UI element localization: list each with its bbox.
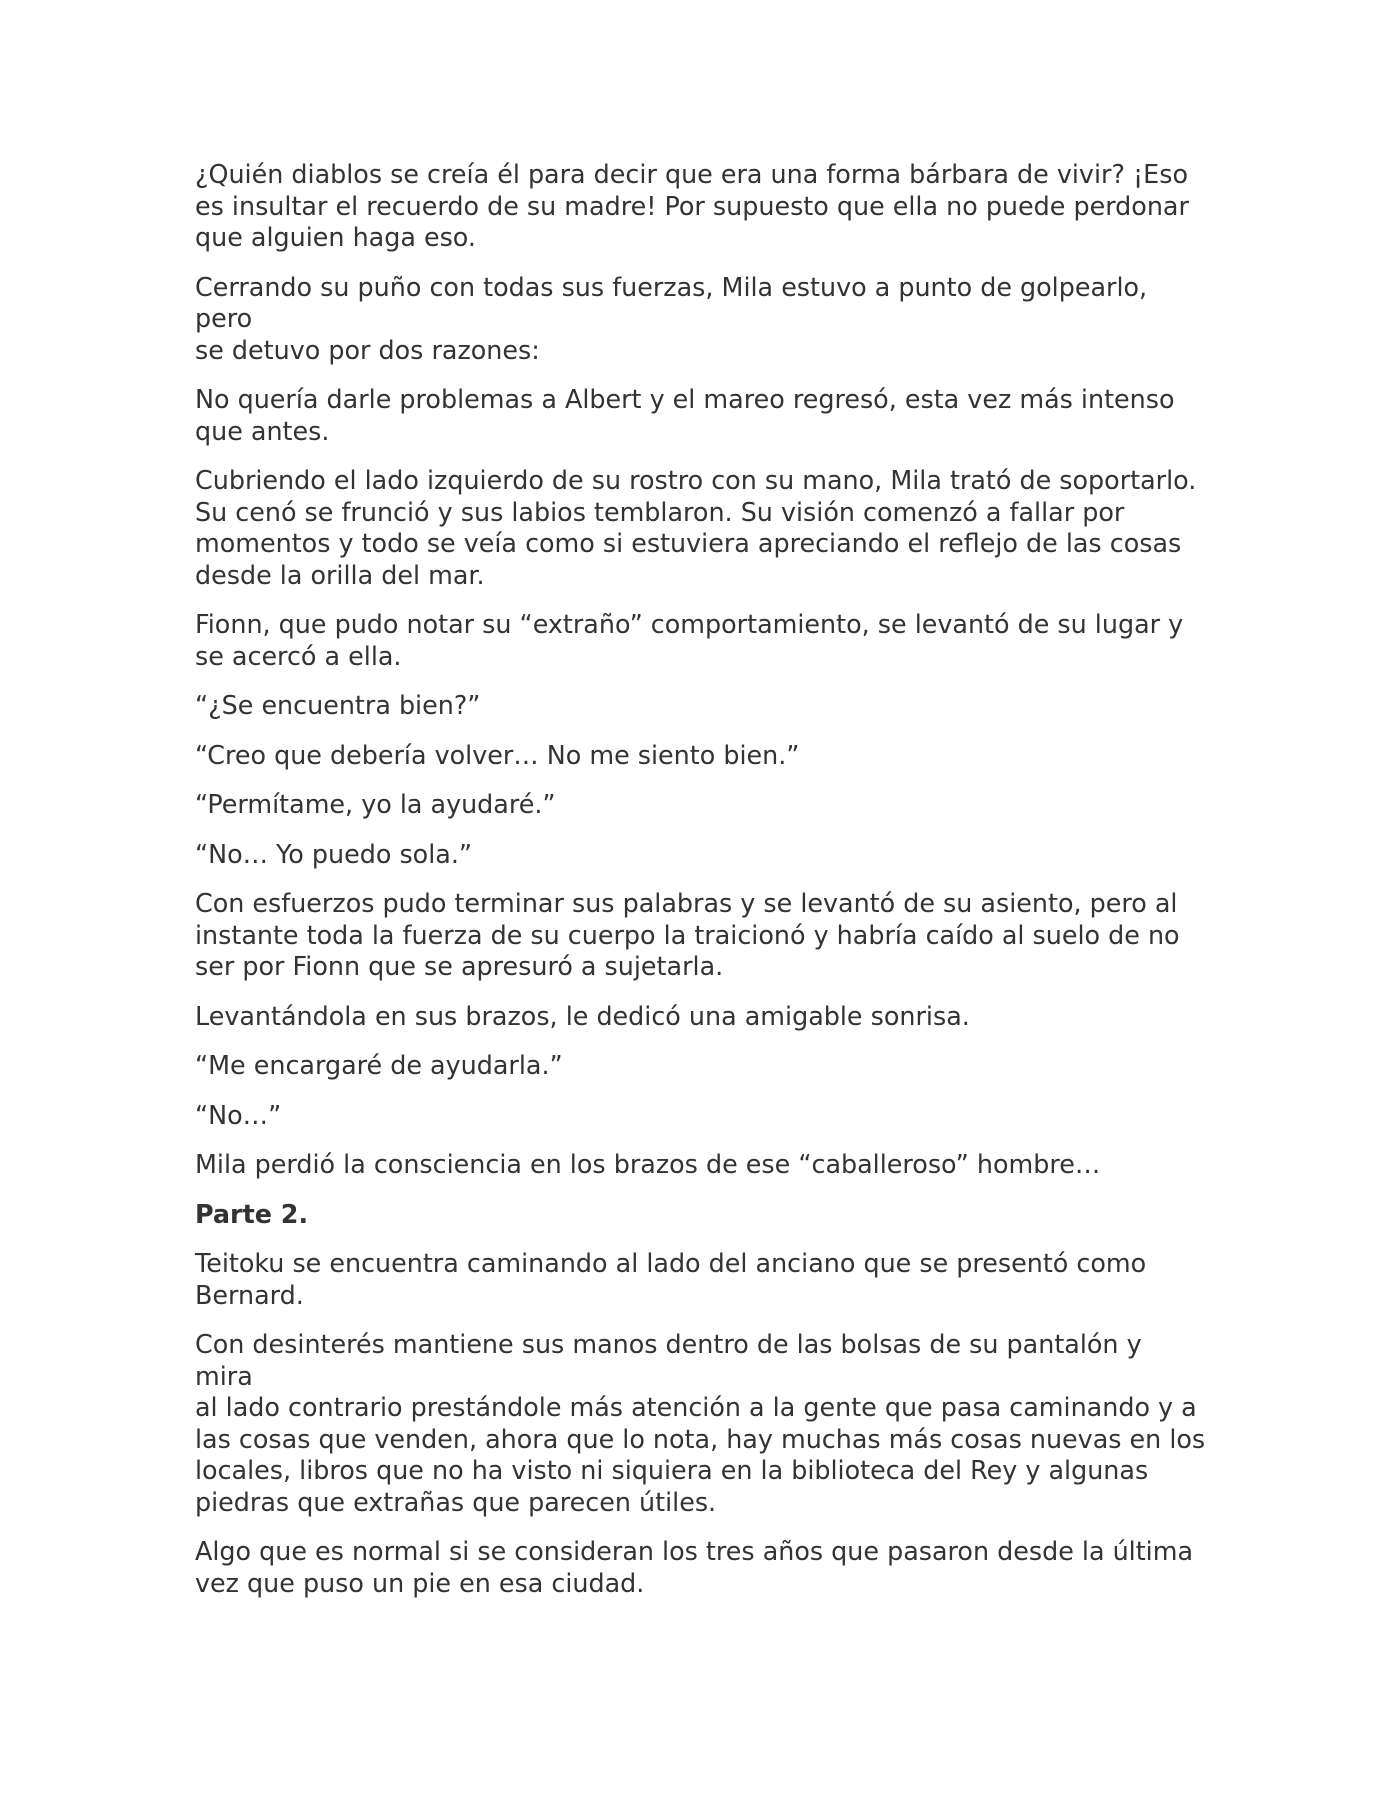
paragraph: No quería darle problemas a Albert y el mareo regresó, esta vez más intenso que antes.: [195, 384, 1175, 446]
section-heading: Parte 2.: [195, 1198, 309, 1229]
paragraph: Levantándola en sus brazos, le dedicó una amigable sonrisa.: [195, 1000, 970, 1031]
paragraph: Con esfuerzos pudo terminar sus palabras y se levantó de su asiento, pero al instante toda la fuerza de su cuerpo la traicionó y habría caído al suelo de no ser por Fionn que se apresuró a sujetarla.: [195, 888, 1180, 981]
paragraph: Cubriendo el lado izquierdo de su rostro con su mano, Mila trató de soportarlo. Su cenó se frunció y sus labios temblaron. Su visión comenzó a fallar por momentos y todo se veía como si estuviera apreciando el reflejo de las cosas desde la orilla del mar.: [195, 465, 1197, 590]
paragraph: ¿Quién diablos se creía él para decir que era una forma bárbara de vivir? ¡Eso es insultar el recuerdo de su madre! Por supuesto que ella no puede perdonar que alguien haga eso.: [195, 159, 1189, 252]
paragraph: Mila perdió la consciencia en los brazos de ese “caballeroso” hombre…: [195, 1149, 1101, 1179]
document-page: [195, 159, 1207, 1617]
paragraph: Algo que es normal si se consideran los tres años que pasaron desde la última vez que puso un pie en esa ciudad.: [195, 1536, 1194, 1598]
dialogue-line: “No…”: [195, 1099, 282, 1130]
dialogue-line: “Permítame, yo la ayudaré.”: [195, 789, 556, 819]
paragraph: Cerrando su puño con todas sus fuerzas, Mila estuvo a punto de golpearlo, pero se detuvo por dos razones:: [195, 271, 1148, 365]
dialogue-line: “No… Yo puedo sola.”: [195, 838, 473, 869]
paragraph: Teitoku se encuentra caminando al lado del anciano que se presentó como Bernard.: [195, 1248, 1147, 1310]
dialogue-line: “Creo que debería volver… No me siento bien.”: [195, 739, 800, 770]
paragraph: Fionn, que pudo notar su “extraño” comportamiento, se levantó de su lugar y se acercó a ella.: [195, 609, 1184, 671]
dialogue-line: “Me encargaré de ayudarla.”: [195, 1050, 563, 1080]
paragraph: Con desinterés mantiene sus manos dentro de las bolsas de su pantalón y mira al lado contrario prestándole más atención a la gente que pasa caminando y a las cosas que venden, ahora que lo nota, hay muchas más cosas nuevas en los locales, libros que no ha visto ni siquiera en la biblioteca del Rey y algunas piedras que extrañas que parecen útiles.: [195, 1329, 1206, 1517]
dialogue-line: “¿Se encuentra bien?”: [195, 690, 481, 720]
